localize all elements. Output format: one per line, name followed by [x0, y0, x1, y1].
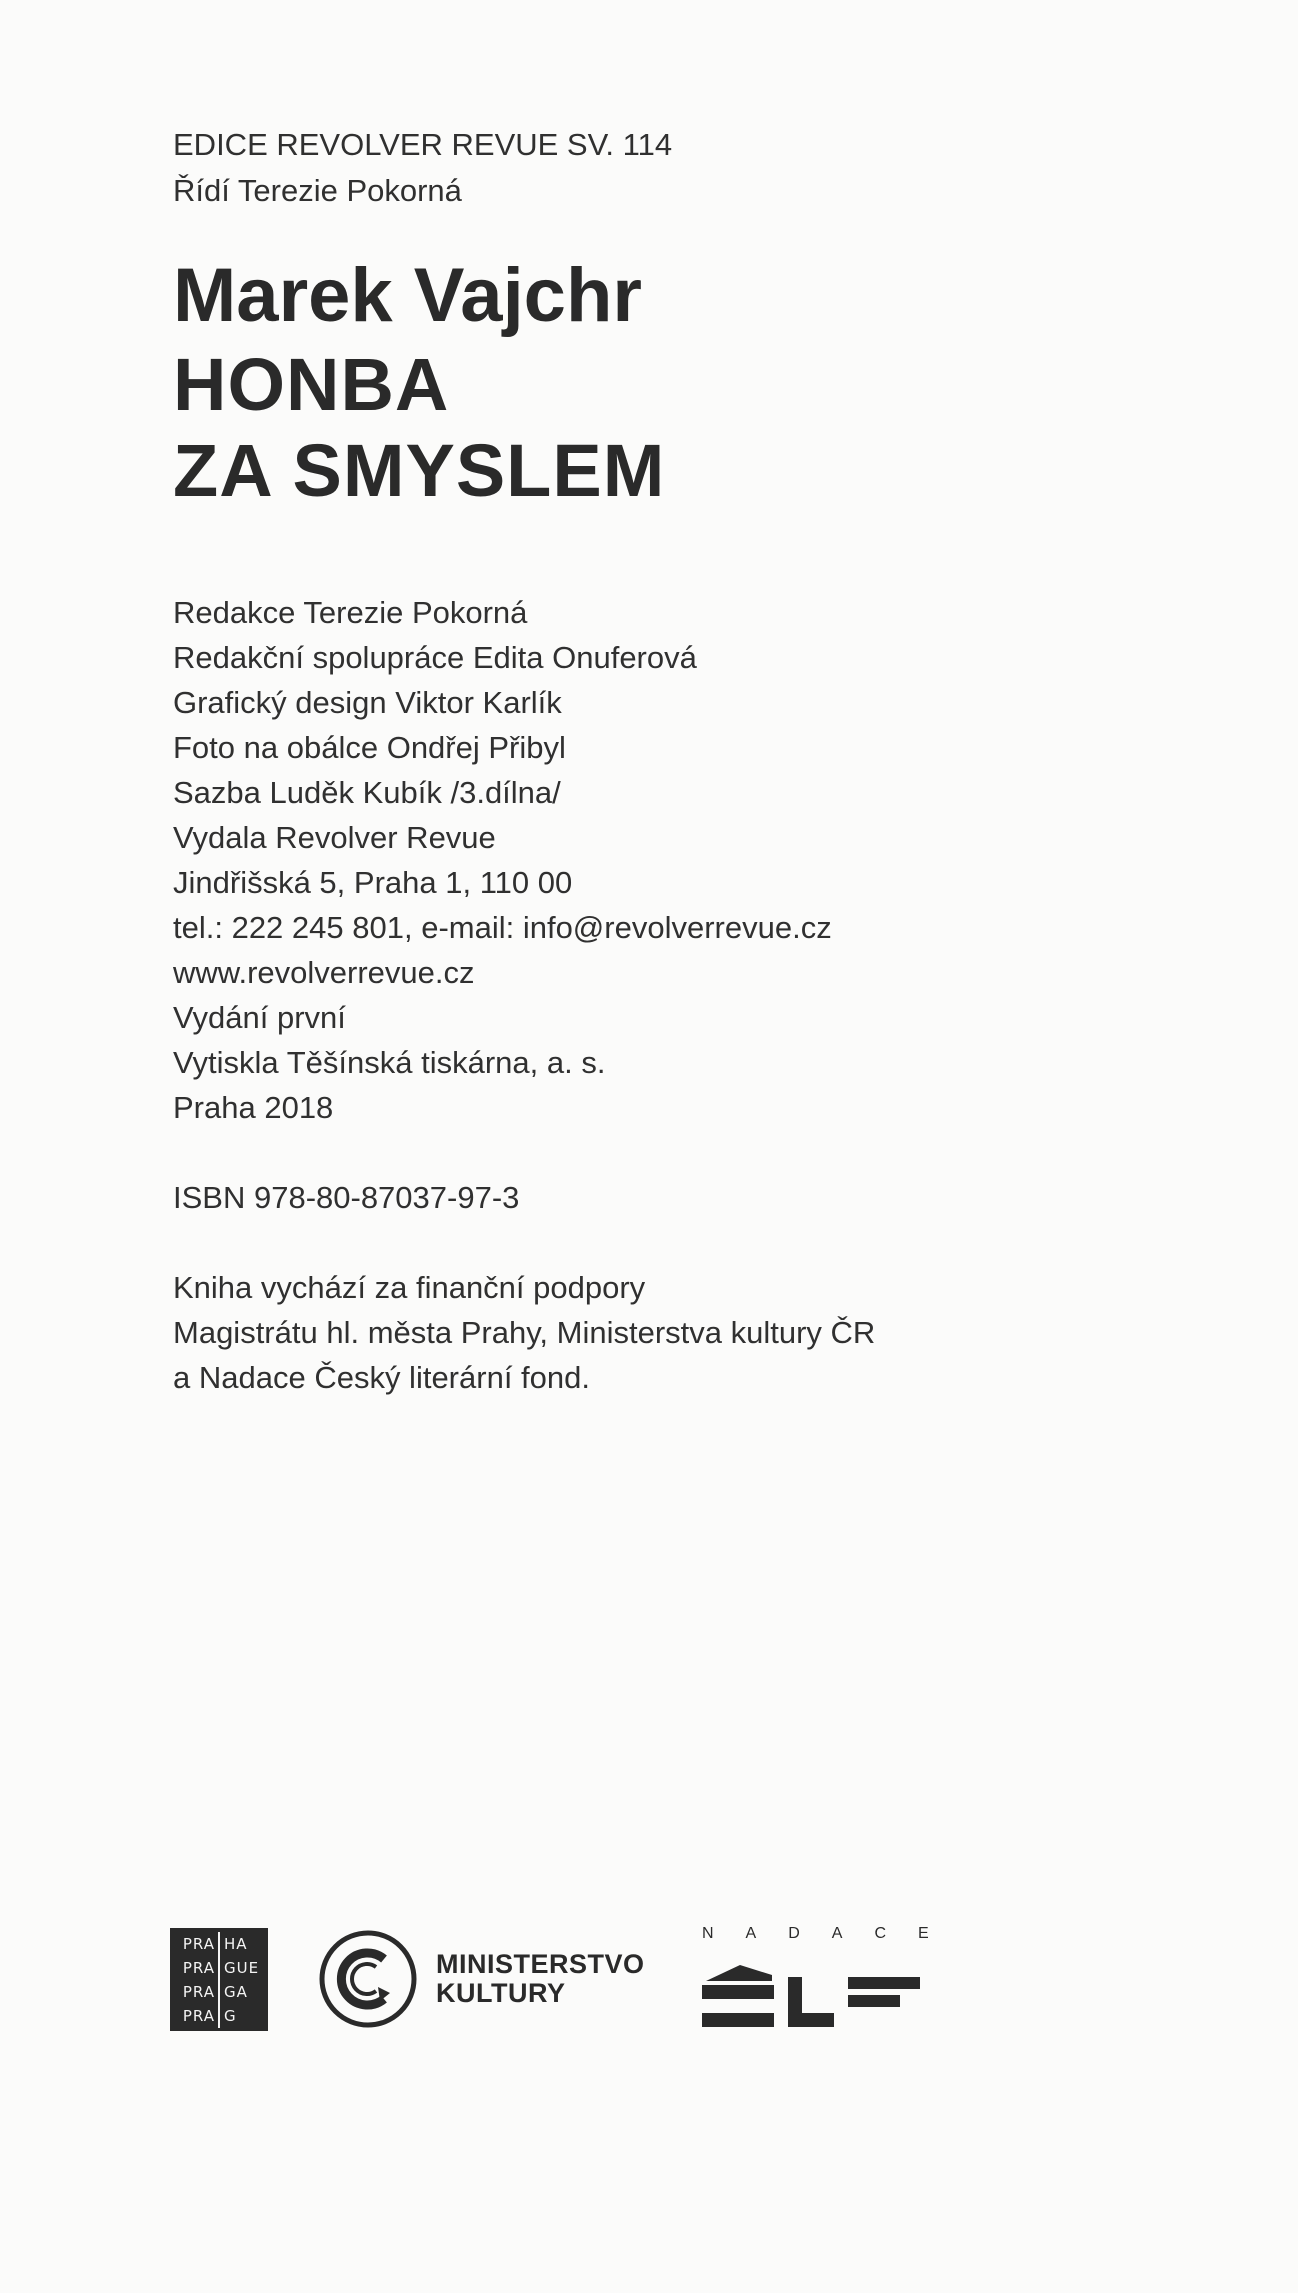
isbn: ISBN 978-80-87037-97-3 [173, 1180, 520, 1215]
colophon-line: Vydala Revolver Revue [173, 820, 496, 855]
praha-logo-text: GUE [224, 1959, 260, 1977]
colophon [173, 590, 832, 1130]
nadace-text: NADACE [702, 1925, 961, 1942]
edition-series: EDICE REVOLVER REVUE SV. 114 [173, 127, 673, 162]
support-line: a Nadace Český literární fond. [173, 1360, 590, 1395]
author-name: Marek Vajchr [173, 253, 642, 338]
ministerstvo-kultury-wordmark [436, 1950, 645, 2008]
praha-logo-text: G [224, 2007, 237, 2025]
praha-logo-divider [218, 1932, 220, 2028]
colophon-line: Vydání první [173, 1000, 346, 1035]
nadace-clf-logo [700, 1925, 961, 2035]
ministerstvo-kultury-emblem-icon [318, 1929, 418, 2029]
praha-logo-text: PRA [182, 1935, 215, 1953]
support-statement [173, 1265, 875, 1400]
edition-header [173, 122, 672, 214]
book-title-line-2: ZA SMYSLEM [173, 429, 666, 512]
clf-mark-icon [700, 1963, 922, 2035]
book-title-line-1: HONBA [173, 343, 450, 426]
colophon-line: Grafický design Viktor Karlík [173, 685, 562, 720]
colophon-line: Jindřišská 5, Praha 1, 110 00 [173, 865, 573, 900]
colophon-line: Praha 2018 [173, 1090, 334, 1125]
colophon-line: Redakce Terezie Pokorná [173, 595, 528, 630]
colophon-line: Sazba Luděk Kubík /3.dílna/ [173, 775, 561, 810]
colophon-line: Redakční spolupráce Edita Onuferová [173, 640, 697, 675]
edition-editor: Řídí Terezie Pokorná [173, 173, 462, 208]
kultury-text: KULTURY [436, 1978, 566, 2008]
colophon-line: Vytiskla Těšínská tiskárna, a. s. [173, 1045, 606, 1080]
support-line: Kniha vychází za finanční podpory [173, 1270, 646, 1305]
praha-logo-text: GA [224, 1983, 248, 2001]
praha-logo-text: HA [224, 1935, 248, 1953]
colophon-line: tel.: 222 245 801, e-mail: info@revolverrevue.cz [173, 910, 832, 945]
praha-logo [170, 1928, 268, 2031]
ministerstvo-kultury-logo [318, 1926, 645, 2032]
praha-logo-text: PRA [182, 1959, 215, 1977]
colophon-line: www.revolverrevue.cz [173, 955, 475, 990]
praha-logo-text: PRA [182, 2007, 215, 2025]
colophon-line: Foto na obálce Ondřej Přibyl [173, 730, 566, 765]
support-line: Magistrátu hl. města Prahy, Ministerstva kultury ČR [173, 1315, 876, 1350]
ministerstvo-text: MINISTERSTVO [436, 1949, 645, 1979]
praha-logo-text: PRA [182, 1983, 215, 2001]
title-block [173, 250, 665, 514]
